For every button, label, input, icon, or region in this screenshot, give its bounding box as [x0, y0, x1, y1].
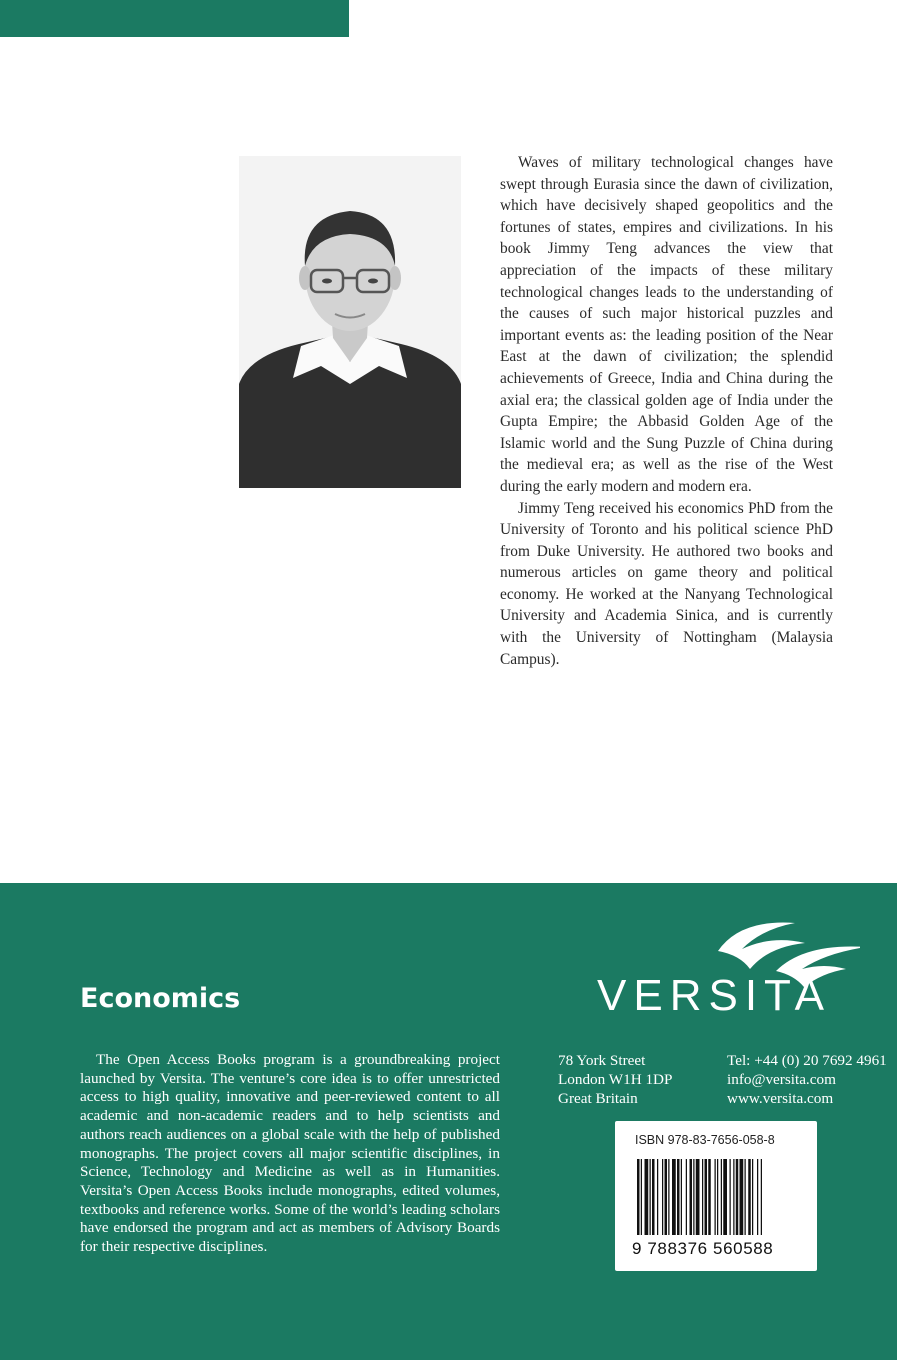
isbn-label: ISBN 978-83-7656-058-8 — [635, 1133, 775, 1147]
program-description: The Open Access Books program is a groundbreaking project launched by Versita. The venture’s core idea is to offer unrestricted access to high quality, innovative and peer-reviewed content to all academic and non-academic readers and to help scientists and authors reach audiences on a global scale with the help of published monographs. The project covers all major scientific disciplines, in Science, Technology and Medicine as well as in Humanities. Versita’s Open Access Books include monographs, edited volumes, textbooks and reference works. Some of the world’s leading scholars have endorsed the program and act as members of Advisory Boards for their respective disciplines. — [80, 1051, 500, 1256]
contact-website: www.versita.com — [727, 1090, 834, 1107]
barcode-bar — [745, 1159, 746, 1235]
top-accent-bar — [0, 0, 349, 37]
barcode-bar — [662, 1159, 663, 1235]
publisher-contact — [727, 1051, 887, 1108]
barcode-bar — [668, 1159, 669, 1235]
barcode-bar — [650, 1159, 651, 1235]
barcode-bar — [657, 1159, 658, 1235]
barcode-bar — [730, 1159, 731, 1235]
barcode-bar — [677, 1159, 680, 1235]
barcode-bar — [672, 1159, 676, 1235]
barcode-bar — [740, 1159, 744, 1235]
barcode-bar — [736, 1159, 739, 1235]
barcode-bar — [761, 1159, 762, 1235]
category-heading: Economics — [80, 983, 241, 1014]
barcode-bar — [686, 1159, 687, 1235]
barcode-bar — [723, 1159, 727, 1235]
barcode-digits: 9 788376 560588 — [632, 1239, 774, 1258]
barcode-bar — [693, 1159, 694, 1235]
barcode-bar — [690, 1159, 693, 1235]
barcode-bar — [681, 1159, 682, 1235]
barcode-bar — [637, 1159, 640, 1235]
barcode-bar — [708, 1159, 711, 1235]
barcode-bar — [645, 1159, 649, 1235]
barcode-image — [635, 1159, 807, 1245]
barcode-bar — [652, 1159, 655, 1235]
barcode-bar — [705, 1159, 708, 1235]
barcode-bar — [715, 1159, 716, 1235]
barcode-bar — [752, 1159, 753, 1235]
address-line: Great Britain — [558, 1090, 638, 1107]
isbn-barcode-box — [615, 1121, 817, 1271]
author-bio-paragraph: Jimmy Teng received his economics PhD from the University of Toronto and his political science PhD from Duke University. He authored two books and numerous articles on game theory and political economy. He worked at the Nanyang Technological University and Academia Sinica, and is currently with the University of Nottingham (Malaysia Campus). — [500, 499, 833, 668]
barcode-bar — [757, 1159, 758, 1235]
blurb-paragraph: Waves of military technological changes have swept through Eurasia since the dawn of civilization, which have decisively shaped geopolitics and the fortunes of states, empires and civilizations. In his book Jimmy Teng advances the view that appreciation of the impacts of these military technological changes leads to the understanding of the causes of such major historical puzzles and important events as: the leading position of the Near East at the dawn of civilization; the splendid achievements of Greece, India and China during the axial era; the classical golden age of India under the Gupta Empire; the Abbasid Golden Age of the Islamic world and the Sung Puzzle of China during the medieval era; as well as the rise of the West during the early modern and modern era. — [500, 154, 833, 495]
barcode-bar — [748, 1159, 751, 1235]
address-line: 78 York Street — [558, 1052, 646, 1069]
contact-email: info@versita.com — [727, 1071, 836, 1088]
barcode-bar — [641, 1159, 642, 1235]
author-blurb — [500, 152, 833, 670]
barcode-bar — [696, 1159, 700, 1235]
publisher-logo-text: VERSITA — [597, 971, 832, 1020]
publisher-address — [558, 1051, 672, 1108]
footer-panel — [0, 883, 897, 1360]
barcode-bar — [665, 1159, 668, 1235]
barcode-bar — [702, 1159, 703, 1235]
address-line: London W1H 1DP — [558, 1071, 673, 1088]
author-photo — [239, 156, 461, 488]
barcode-bar — [717, 1159, 718, 1235]
barcode-bar — [721, 1159, 722, 1235]
contact-phone: Tel: +44 (0) 20 7692 4961 — [727, 1052, 887, 1069]
barcode-bar — [733, 1159, 734, 1235]
